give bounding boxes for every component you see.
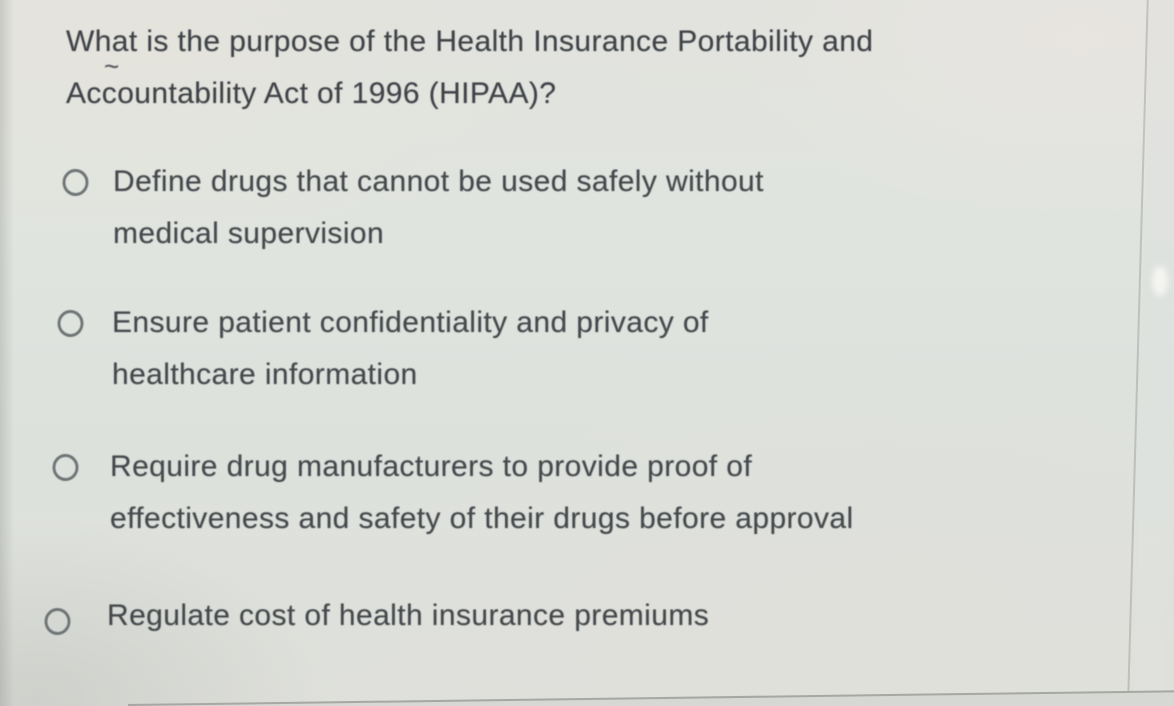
answer-option-3[interactable] (52, 441, 854, 545)
option-label (113, 156, 764, 260)
option-line: Regulate cost of health insurance premiums (107, 599, 710, 632)
question-text (66, 16, 873, 120)
option-label (107, 590, 709, 642)
radio-button-icon[interactable] (44, 607, 72, 636)
option-label (112, 297, 709, 401)
question-line-1: What is the purpose of the Health Insurance Portability and (66, 25, 874, 58)
option-line: healthcare information (112, 358, 418, 391)
question-line-2: Accountability Act of 1996 (HIPAA)? (66, 77, 557, 110)
radio-button-icon[interactable] (62, 168, 90, 197)
radio-button-icon[interactable] (52, 453, 80, 482)
option-line: medical supervision (113, 217, 385, 250)
option-line: Ensure patient confidentiality and privacy of (112, 306, 709, 339)
answer-option-4[interactable] (44, 590, 709, 642)
option-line: effectiveness and safety of their drugs before approval (110, 502, 854, 535)
stray-mark: ~ (104, 51, 120, 81)
option-label (110, 441, 854, 545)
answer-option-2[interactable] (57, 297, 709, 401)
option-line: Require drug manufacturers to provide proof of (110, 450, 753, 483)
radio-button-icon[interactable] (57, 309, 85, 338)
option-line: Define drugs that cannot be used safely without (113, 165, 764, 198)
answer-option-1[interactable] (62, 156, 764, 260)
